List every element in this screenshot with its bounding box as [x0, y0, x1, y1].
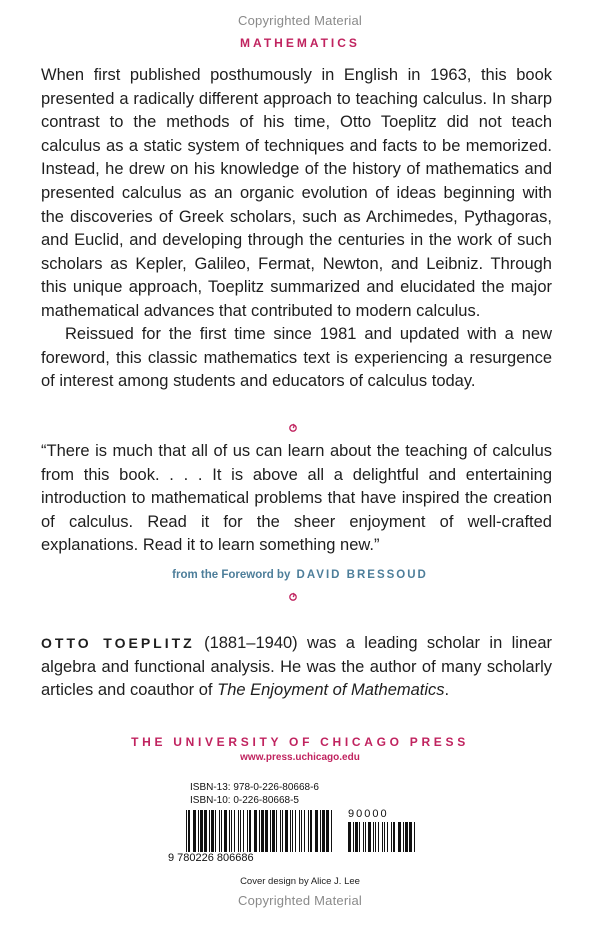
- barcode-bar: [209, 810, 210, 852]
- barcode-bar: [365, 822, 366, 852]
- barcode-bar: [382, 822, 383, 852]
- barcode-bar: [265, 810, 268, 852]
- barcode-bar: [234, 810, 235, 852]
- barcode-bar: [285, 810, 288, 852]
- coauthored-book-title: The Enjoyment of Mathematics: [217, 681, 445, 700]
- barcode-bar: [272, 810, 275, 852]
- barcode-bar: [299, 810, 300, 852]
- barcode-bar: [240, 810, 241, 852]
- barcode-bar: [398, 822, 401, 852]
- ornament-icon: [288, 423, 298, 433]
- barcode-bar: [375, 822, 376, 852]
- barcode-panel: [168, 776, 424, 869]
- attribution-prefix: from the Foreword by: [172, 569, 291, 581]
- barcode-bar: [295, 810, 296, 852]
- description-paragraph-2: Reissued for the first time since 1981 and updated with a new foreword, this classic mathematics text is experiencing a resurgence of interest among students and educators of calculus today.: [41, 325, 552, 391]
- barcode-bar: [308, 810, 309, 852]
- barcode-bar: [198, 810, 199, 852]
- barcode-bar: [320, 810, 321, 852]
- barcode-bar: [378, 822, 379, 852]
- barcode-bar: [249, 810, 251, 852]
- author-name: OTTO TOEPLITZ: [41, 635, 195, 651]
- barcode-bar: [261, 810, 264, 852]
- publisher-name: THE UNIVERSITY OF CHICAGO PRESS: [131, 735, 469, 749]
- barcode-bar: [211, 810, 214, 852]
- quote-attribution: [0, 569, 600, 581]
- barcode-bar: [315, 810, 318, 852]
- barcode-bar: [368, 822, 371, 852]
- author-bio: [41, 632, 552, 703]
- barcode-bar: [393, 822, 395, 852]
- barcode-bar: [280, 810, 281, 852]
- barcode-bar: [373, 822, 374, 852]
- barcode-bar: [384, 822, 385, 852]
- attribution-name: DAVID BRESSOUD: [296, 569, 428, 581]
- barcode-bar: [290, 810, 291, 852]
- barcode-bar: [304, 810, 305, 852]
- barcode-bar: [200, 810, 203, 852]
- barcode-bar: [301, 810, 302, 852]
- barcode-bar: [348, 822, 351, 852]
- barcode-bar: [243, 810, 244, 852]
- barcode-bar: [359, 822, 360, 852]
- barcode-bar: [186, 810, 187, 852]
- barcode-bar: [219, 810, 220, 852]
- ornament-icon: [288, 592, 298, 602]
- barcode-bar: [215, 810, 216, 852]
- barcode-bar: [326, 810, 329, 852]
- barcode-bar: [188, 810, 190, 852]
- barcode-bar: [193, 810, 196, 852]
- barcode-bar: [310, 810, 312, 852]
- barcode-bar: [322, 810, 325, 852]
- barcode-bar: [282, 810, 283, 852]
- barcode-bar: [391, 822, 392, 852]
- barcode-bar: [247, 810, 248, 852]
- barcode-bar: [387, 822, 388, 852]
- barcode-bar: [231, 810, 232, 852]
- watermark-top: Copyrighted Material: [238, 13, 362, 28]
- publisher-url: www.press.uchicago.edu: [240, 752, 360, 763]
- bio-text-end: .: [444, 681, 450, 700]
- barcode-bar: [204, 810, 207, 852]
- bio-text: (1881–1940) was a leading scholar in linear algebra and functional analysis. He was the author of many scholarly articles and coauthor of: [41, 634, 552, 700]
- barcode-addon-digits: 90000: [348, 808, 389, 820]
- barcode-bar: [276, 810, 277, 852]
- description-paragraph-1: When first published posthumously in English in 1963, this book presented a radically different approach to teaching calculus. In sharp contrast to the methods of his time, Otto Toeplitz did not teach calculus as a static system of techniques and facts to be memorized. Instead, he drew on his knowledge of the history of mathematics and presented calculus as an organic evolution of ideas beginning with the discoveries of Greek scholars, such as Archimedes, Pythagoras, and Euclid, and developing through the centuries in the work of such scholars as Kepler, Galileo, Fermat, Newton, and Leibniz. Through this unique approach, Toeplitz summarized and elucidated the major mathematical advances that contributed to modern calculus.: [41, 66, 552, 320]
- barcode-bar: [355, 822, 358, 852]
- barcode-bar: [414, 822, 415, 852]
- barcode-bar: [292, 810, 293, 852]
- blurb-quote: “There is much that all of us can learn about the teaching of calculus from this book. . . . It is above all a delightful and entertaining introduction to mathematical problems that have inspired the creation of calculus. Read it for the sheer enjoyment of well-crafted explanations. Read it to learn something new.”: [41, 442, 552, 555]
- barcode-bar: [331, 810, 332, 852]
- barcode-bar: [259, 810, 260, 852]
- barcode-bar: [363, 822, 364, 852]
- isbn10-label: ISBN-10: 0-226-80668-5: [190, 795, 299, 806]
- barcode-bar: [405, 822, 408, 852]
- barcode-bar: [353, 822, 354, 852]
- barcode-bar: [221, 810, 222, 852]
- barcode-bar: [270, 810, 271, 852]
- watermark-bottom: Copyrighted Material: [238, 893, 362, 908]
- barcode-bar: [254, 810, 257, 852]
- barcode-bar: [224, 810, 227, 852]
- barcode-digits: 9 780226 806686: [168, 852, 254, 864]
- barcode-bar: [409, 822, 412, 852]
- cover-design-credit: Cover design by Alice J. Lee: [240, 876, 360, 887]
- barcode-bar: [403, 822, 404, 852]
- barcode-bar: [229, 810, 230, 852]
- barcode-bar: [238, 810, 239, 852]
- category-label: MATHEMATICS: [240, 36, 360, 50]
- isbn13-label: ISBN-13: 978-0-226-80668-6: [190, 782, 319, 793]
